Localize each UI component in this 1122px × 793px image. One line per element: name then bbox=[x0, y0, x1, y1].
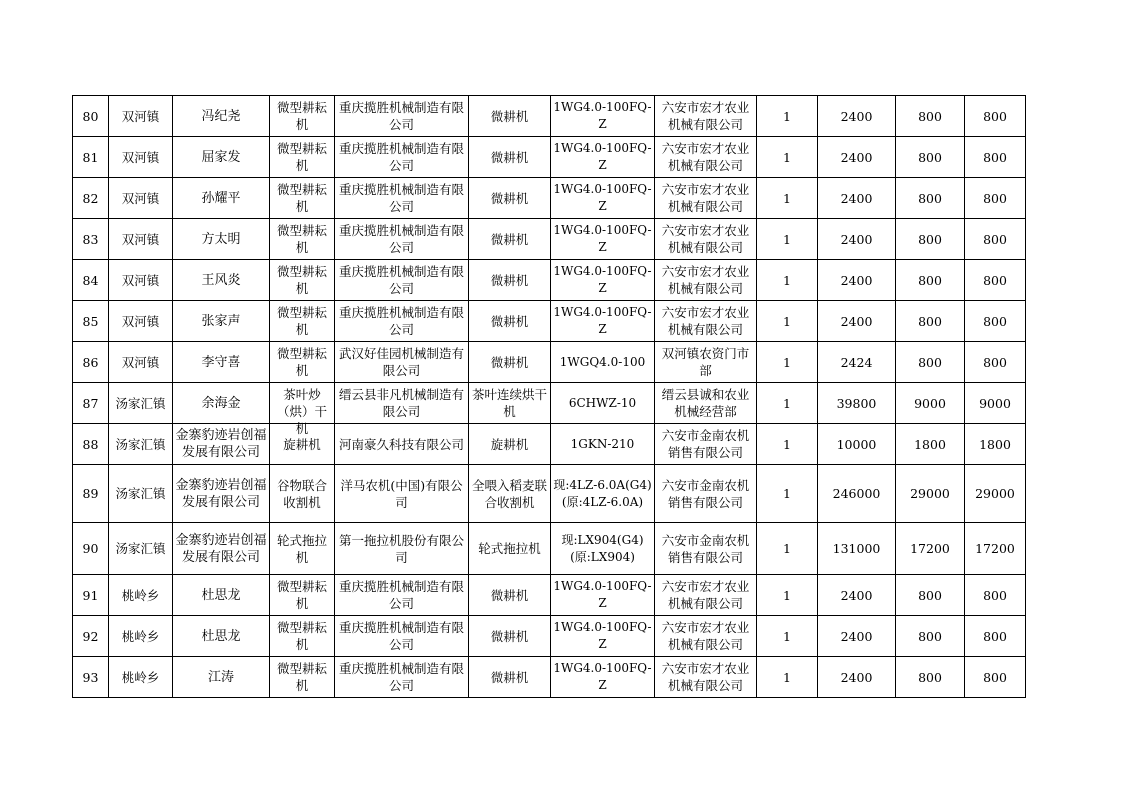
machine-category: 微型耕耘机 bbox=[270, 219, 335, 260]
buyer-name: 孙耀平 bbox=[173, 178, 270, 219]
machine-category bbox=[270, 383, 335, 436]
table-body bbox=[73, 96, 1026, 698]
subsidy-b: 29000 bbox=[965, 465, 1026, 523]
price: 39800 bbox=[818, 383, 896, 424]
machine-category-text: 茶叶炒（烘）干机 bbox=[276, 387, 327, 436]
model-number: 1WG4.0-100FQ-Z bbox=[551, 616, 655, 657]
subsidy-b: 800 bbox=[965, 657, 1026, 698]
dealer: 六安市宏才农业机械有限公司 bbox=[655, 137, 757, 178]
machine-category: 微型耕耘机 bbox=[270, 342, 335, 383]
town: 双河镇 bbox=[109, 342, 173, 383]
model-number: 现:4LZ-6.0A(G4)(原:4LZ-6.0A) bbox=[551, 465, 655, 523]
row-number: 89 bbox=[73, 465, 109, 523]
quantity: 1 bbox=[757, 657, 818, 698]
quantity: 1 bbox=[757, 178, 818, 219]
dealer: 六安市金南农机销售有限公司 bbox=[655, 523, 757, 575]
table-row bbox=[73, 616, 1026, 657]
quantity: 1 bbox=[757, 616, 818, 657]
town: 桃岭乡 bbox=[109, 575, 173, 616]
buyer-name: 金寨豹迹岩创福发展有限公司 bbox=[173, 465, 270, 523]
manufacturer: 重庆揽胜机械制造有限公司 bbox=[335, 137, 469, 178]
product-name: 茶叶连续烘干机 bbox=[469, 383, 551, 424]
dealer: 六安市金南农机销售有限公司 bbox=[655, 424, 757, 465]
price: 2400 bbox=[818, 137, 896, 178]
manufacturer: 重庆揽胜机械制造有限公司 bbox=[335, 96, 469, 137]
product-name: 微耕机 bbox=[469, 616, 551, 657]
subsidy-b: 1800 bbox=[965, 424, 1026, 465]
product-name: 全喂入稻麦联合收割机 bbox=[469, 465, 551, 523]
quantity: 1 bbox=[757, 96, 818, 137]
manufacturer: 重庆揽胜机械制造有限公司 bbox=[335, 260, 469, 301]
subsidy-b: 800 bbox=[965, 301, 1026, 342]
table-row bbox=[73, 575, 1026, 616]
price: 2400 bbox=[818, 96, 896, 137]
dealer: 六安市宏才农业机械有限公司 bbox=[655, 260, 757, 301]
model-number: 1WG4.0-100FQ-Z bbox=[551, 137, 655, 178]
product-name: 微耕机 bbox=[469, 178, 551, 219]
machine-category: 微型耕耘机 bbox=[270, 575, 335, 616]
product-name: 微耕机 bbox=[469, 260, 551, 301]
product-name: 微耕机 bbox=[469, 137, 551, 178]
buyer-name: 金寨豹迹岩创福发展有限公司 bbox=[173, 523, 270, 575]
product-name: 微耕机 bbox=[469, 219, 551, 260]
subsidy-a: 800 bbox=[896, 178, 965, 219]
subsidy-b: 800 bbox=[965, 616, 1026, 657]
price: 2400 bbox=[818, 301, 896, 342]
dealer: 缙云县诚和农业机械经营部 bbox=[655, 383, 757, 424]
row-number: 90 bbox=[73, 523, 109, 575]
quantity: 1 bbox=[757, 301, 818, 342]
subsidy-b: 800 bbox=[965, 178, 1026, 219]
buyer-name: 金寨豹迹岩创福发展有限公司 bbox=[173, 424, 270, 465]
price: 2424 bbox=[818, 342, 896, 383]
model-number: 1WGQ4.0-100 bbox=[551, 342, 655, 383]
model-number: 现:LX904(G4)(原:LX904) bbox=[551, 523, 655, 575]
dealer: 六安市宏才农业机械有限公司 bbox=[655, 301, 757, 342]
product-name: 微耕机 bbox=[469, 301, 551, 342]
table-row bbox=[73, 137, 1026, 178]
buyer-name: 冯纪尧 bbox=[173, 96, 270, 137]
product-name: 微耕机 bbox=[469, 96, 551, 137]
table-row bbox=[73, 465, 1026, 523]
price: 2400 bbox=[818, 616, 896, 657]
buyer-name: 余海金 bbox=[173, 383, 270, 424]
subsidy-a: 17200 bbox=[896, 523, 965, 575]
row-number: 81 bbox=[73, 137, 109, 178]
product-name: 旋耕机 bbox=[469, 424, 551, 465]
manufacturer: 重庆揽胜机械制造有限公司 bbox=[335, 657, 469, 698]
machine-category: 谷物联合收割机 bbox=[270, 465, 335, 523]
buyer-name: 方太明 bbox=[173, 219, 270, 260]
machine-category: 微型耕耘机 bbox=[270, 178, 335, 219]
model-number: 1WG4.0-100FQ-Z bbox=[551, 657, 655, 698]
town: 双河镇 bbox=[109, 137, 173, 178]
town: 汤家汇镇 bbox=[109, 523, 173, 575]
manufacturer: 河南豪久科技有限公司 bbox=[335, 424, 469, 465]
price: 2400 bbox=[818, 178, 896, 219]
machine-category: 微型耕耘机 bbox=[270, 96, 335, 137]
row-number: 80 bbox=[73, 96, 109, 137]
dealer: 六安市宏才农业机械有限公司 bbox=[655, 219, 757, 260]
table-row bbox=[73, 178, 1026, 219]
subsidy-a: 9000 bbox=[896, 383, 965, 424]
town: 汤家汇镇 bbox=[109, 383, 173, 424]
model-number: 1WG4.0-100FQ-Z bbox=[551, 301, 655, 342]
price: 2400 bbox=[818, 260, 896, 301]
subsidy-b: 800 bbox=[965, 260, 1026, 301]
subsidy-table bbox=[72, 95, 1026, 698]
machine-category: 微型耕耘机 bbox=[270, 260, 335, 301]
manufacturer: 武汉好佳园机械制造有限公司 bbox=[335, 342, 469, 383]
subsidy-a: 800 bbox=[896, 616, 965, 657]
row-number: 86 bbox=[73, 342, 109, 383]
manufacturer: 第一拖拉机股份有限公司 bbox=[335, 523, 469, 575]
row-number: 87 bbox=[73, 383, 109, 424]
town: 双河镇 bbox=[109, 178, 173, 219]
town: 双河镇 bbox=[109, 260, 173, 301]
machine-category: 微型耕耘机 bbox=[270, 301, 335, 342]
quantity: 1 bbox=[757, 465, 818, 523]
row-number: 88 bbox=[73, 424, 109, 465]
subsidy-b: 800 bbox=[965, 96, 1026, 137]
price: 2400 bbox=[818, 575, 896, 616]
product-name: 微耕机 bbox=[469, 575, 551, 616]
subsidy-b: 800 bbox=[965, 137, 1026, 178]
table-row bbox=[73, 96, 1026, 137]
table-row bbox=[73, 301, 1026, 342]
quantity: 1 bbox=[757, 424, 818, 465]
manufacturer: 缙云县非凡机械制造有限公司 bbox=[335, 383, 469, 424]
town: 桃岭乡 bbox=[109, 657, 173, 698]
model-number: 1WG4.0-100FQ-Z bbox=[551, 178, 655, 219]
town: 双河镇 bbox=[109, 219, 173, 260]
row-number: 92 bbox=[73, 616, 109, 657]
subsidy-b: 17200 bbox=[965, 523, 1026, 575]
dealer: 六安市宏才农业机械有限公司 bbox=[655, 575, 757, 616]
table-row bbox=[73, 383, 1026, 424]
subsidy-b: 9000 bbox=[965, 383, 1026, 424]
manufacturer: 重庆揽胜机械制造有限公司 bbox=[335, 301, 469, 342]
dealer: 六安市宏才农业机械有限公司 bbox=[655, 616, 757, 657]
buyer-name: 杜思龙 bbox=[173, 616, 270, 657]
machine-category: 微型耕耘机 bbox=[270, 616, 335, 657]
subsidy-a: 1800 bbox=[896, 424, 965, 465]
product-name: 轮式拖拉机 bbox=[469, 523, 551, 575]
price: 131000 bbox=[818, 523, 896, 575]
quantity: 1 bbox=[757, 523, 818, 575]
table-row bbox=[73, 424, 1026, 465]
machine-category: 微型耕耘机 bbox=[270, 137, 335, 178]
buyer-name: 江涛 bbox=[173, 657, 270, 698]
row-number: 93 bbox=[73, 657, 109, 698]
subsidy-a: 800 bbox=[896, 657, 965, 698]
machine-category: 轮式拖拉机 bbox=[270, 523, 335, 575]
dealer: 双河镇农资门市部 bbox=[655, 342, 757, 383]
quantity: 1 bbox=[757, 219, 818, 260]
table-row bbox=[73, 260, 1026, 301]
subsidy-a: 800 bbox=[896, 575, 965, 616]
row-number: 83 bbox=[73, 219, 109, 260]
manufacturer: 重庆揽胜机械制造有限公司 bbox=[335, 575, 469, 616]
buyer-name: 张家声 bbox=[173, 301, 270, 342]
model-number: 1WG4.0-100FQ-Z bbox=[551, 575, 655, 616]
manufacturer: 重庆揽胜机械制造有限公司 bbox=[335, 219, 469, 260]
price: 10000 bbox=[818, 424, 896, 465]
row-number: 85 bbox=[73, 301, 109, 342]
town: 双河镇 bbox=[109, 301, 173, 342]
subsidy-b: 800 bbox=[965, 219, 1026, 260]
subsidy-b: 800 bbox=[965, 575, 1026, 616]
quantity: 1 bbox=[757, 383, 818, 424]
subsidy-a: 800 bbox=[896, 137, 965, 178]
subsidy-a: 800 bbox=[896, 342, 965, 383]
subsidy-b: 800 bbox=[965, 342, 1026, 383]
manufacturer: 洋马农机(中国)有限公司 bbox=[335, 465, 469, 523]
dealer: 六安市金南农机销售有限公司 bbox=[655, 465, 757, 523]
manufacturer: 重庆揽胜机械制造有限公司 bbox=[335, 178, 469, 219]
town: 桃岭乡 bbox=[109, 616, 173, 657]
product-name: 微耕机 bbox=[469, 342, 551, 383]
town: 双河镇 bbox=[109, 96, 173, 137]
price: 2400 bbox=[818, 219, 896, 260]
subsidy-a: 800 bbox=[896, 96, 965, 137]
dealer: 六安市宏才农业机械有限公司 bbox=[655, 96, 757, 137]
model-number: 1GKN-210 bbox=[551, 424, 655, 465]
row-number: 91 bbox=[73, 575, 109, 616]
quantity: 1 bbox=[757, 342, 818, 383]
model-number: 1WG4.0-100FQ-Z bbox=[551, 260, 655, 301]
product-name: 微耕机 bbox=[469, 657, 551, 698]
machine-category: 旋耕机 bbox=[270, 424, 335, 465]
price: 246000 bbox=[818, 465, 896, 523]
quantity: 1 bbox=[757, 137, 818, 178]
quantity: 1 bbox=[757, 575, 818, 616]
row-number: 82 bbox=[73, 178, 109, 219]
price: 2400 bbox=[818, 657, 896, 698]
buyer-name: 杜思龙 bbox=[173, 575, 270, 616]
town: 汤家汇镇 bbox=[109, 424, 173, 465]
quantity: 1 bbox=[757, 260, 818, 301]
table-row bbox=[73, 219, 1026, 260]
buyer-name: 屈家发 bbox=[173, 137, 270, 178]
subsidy-a: 800 bbox=[896, 260, 965, 301]
model-number: 1WG4.0-100FQ-Z bbox=[551, 96, 655, 137]
buyer-name: 王风炎 bbox=[173, 260, 270, 301]
dealer: 六安市宏才农业机械有限公司 bbox=[655, 657, 757, 698]
buyer-name: 李守喜 bbox=[173, 342, 270, 383]
table-row bbox=[73, 657, 1026, 698]
town: 汤家汇镇 bbox=[109, 465, 173, 523]
model-number: 6CHWZ-10 bbox=[551, 383, 655, 424]
machine-category: 微型耕耘机 bbox=[270, 657, 335, 698]
subsidy-a: 800 bbox=[896, 219, 965, 260]
model-number: 1WG4.0-100FQ-Z bbox=[551, 219, 655, 260]
subsidy-a: 800 bbox=[896, 301, 965, 342]
row-number: 84 bbox=[73, 260, 109, 301]
table-row bbox=[73, 342, 1026, 383]
manufacturer: 重庆揽胜机械制造有限公司 bbox=[335, 616, 469, 657]
table-row bbox=[73, 523, 1026, 575]
subsidy-a: 29000 bbox=[896, 465, 965, 523]
dealer: 六安市宏才农业机械有限公司 bbox=[655, 178, 757, 219]
